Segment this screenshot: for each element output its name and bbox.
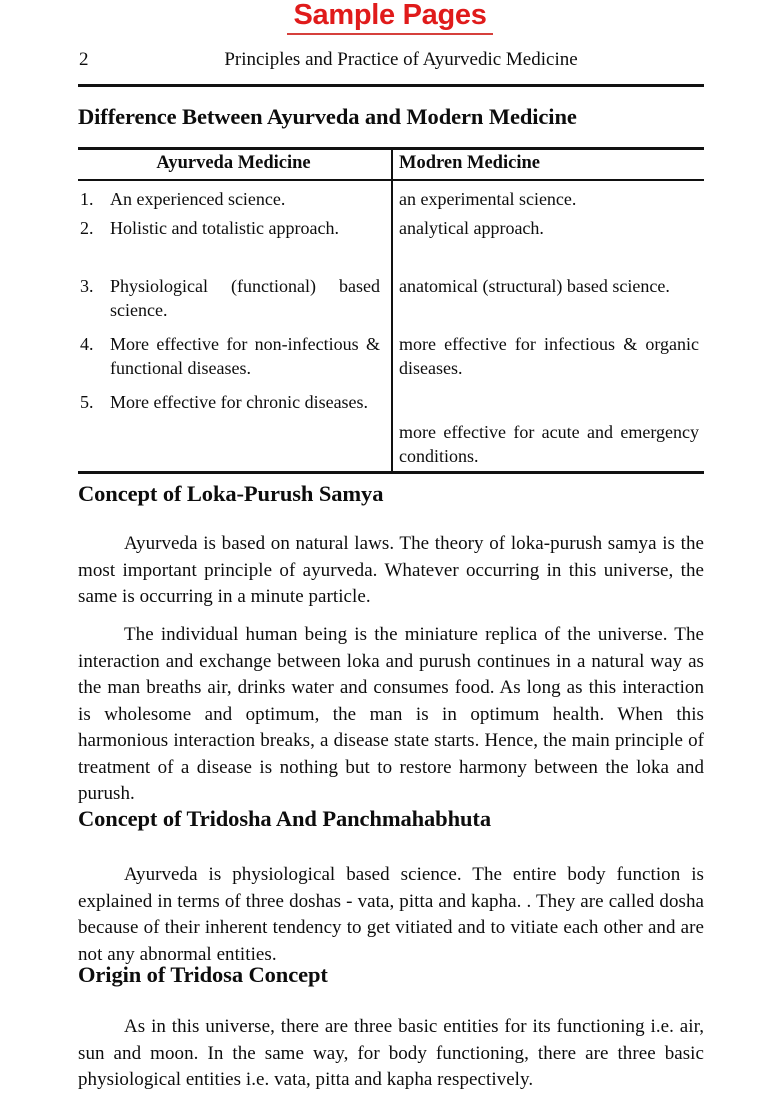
table-column-divider bbox=[391, 148, 393, 472]
table-row bbox=[78, 187, 388, 211]
row-number: 1. bbox=[80, 189, 94, 209]
table-row bbox=[78, 216, 388, 240]
table-row bbox=[78, 274, 388, 322]
table-header-ayurveda: Ayurveda Medicine bbox=[156, 153, 311, 173]
book-title: Principles and Practice of Ayurvedic Medicine bbox=[224, 48, 578, 70]
difference-table bbox=[78, 147, 704, 473]
header-rule bbox=[78, 84, 704, 87]
row-number: 5. bbox=[80, 392, 94, 412]
paragraph-tridosha-1: Ayurveda is physiological based science. The entire body function is explained in terms of three doshas - vata, pitta and kapha. . They are called dosha because of their inherent tendency to get vitiated and to vitiate each other and are not any abnormal entities. bbox=[78, 864, 704, 965]
cell-modern: anatomical (structural) based science. bbox=[399, 276, 670, 296]
row-number: 3. bbox=[80, 276, 94, 296]
cell-modern: an experimental science. bbox=[399, 189, 577, 209]
row-number: 4. bbox=[80, 334, 94, 354]
paragraph-loka-1: Ayurveda is based on natural laws. The theory of loka-purush samya is the most important principle of ayurveda. Whatever occurring in this universe, the same is occurring in a minute particle. bbox=[78, 533, 704, 607]
page-number: 2 bbox=[79, 48, 89, 70]
cell-ayurveda: An experienced science. bbox=[110, 189, 286, 209]
table-row bbox=[78, 332, 388, 380]
table-header-modern: Modren Medicine bbox=[399, 153, 540, 173]
table-row bbox=[78, 390, 388, 414]
banner-title: Sample Pages bbox=[287, 1, 492, 35]
cell-ayurveda: Physiological (functional) based science. bbox=[110, 276, 380, 320]
page-title: Difference Between Ayurveda and Modern Medicine bbox=[78, 104, 577, 129]
running-head bbox=[0, 48, 780, 74]
heading-tridosha-panchmahabhuta: Concept of Tridosha And Panchmahabhuta bbox=[78, 806, 491, 831]
row-number: 2. bbox=[80, 218, 94, 238]
paragraph-loka-2: The individual human being is the miniature replica of the universe. The interaction and exchange between loka and purush continues in a natural way as the man breaths air, drinks water and consumes food. As long as this interaction is wholesome and optimum, the man is in optimum health. When this harmonious interaction breaks, a disease state starts. Hence, the main principle of treatment of a disease is nothing but to restore harmony between the loka and purush. bbox=[78, 624, 704, 804]
heading-origin-tridosa: Origin of Tridosa Concept bbox=[78, 962, 328, 987]
cell-modern: more effective for acute and emergency conditions. bbox=[399, 422, 699, 466]
cell-modern: analytical approach. bbox=[399, 218, 544, 238]
cell-ayurveda: More effective for chronic diseases. bbox=[110, 392, 369, 412]
cell-ayurveda: Holistic and totalistic approach. bbox=[110, 218, 339, 238]
cell-modern: more effective for infectious & organic diseases. bbox=[399, 334, 699, 378]
heading-loka-purush-samya: Concept of Loka-Purush Samya bbox=[78, 481, 384, 506]
paragraph-origin-1: As in this universe, there are three basic entities for its functioning i.e. air, sun and moon. In the same way, for body functioning, there are three basic physiological entities i.e. vata, pitta and kapha respectively. bbox=[78, 1016, 704, 1090]
cell-ayurveda: More effective for non-infectious & functional diseases. bbox=[110, 334, 380, 378]
sample-pages-banner bbox=[0, 0, 780, 35]
